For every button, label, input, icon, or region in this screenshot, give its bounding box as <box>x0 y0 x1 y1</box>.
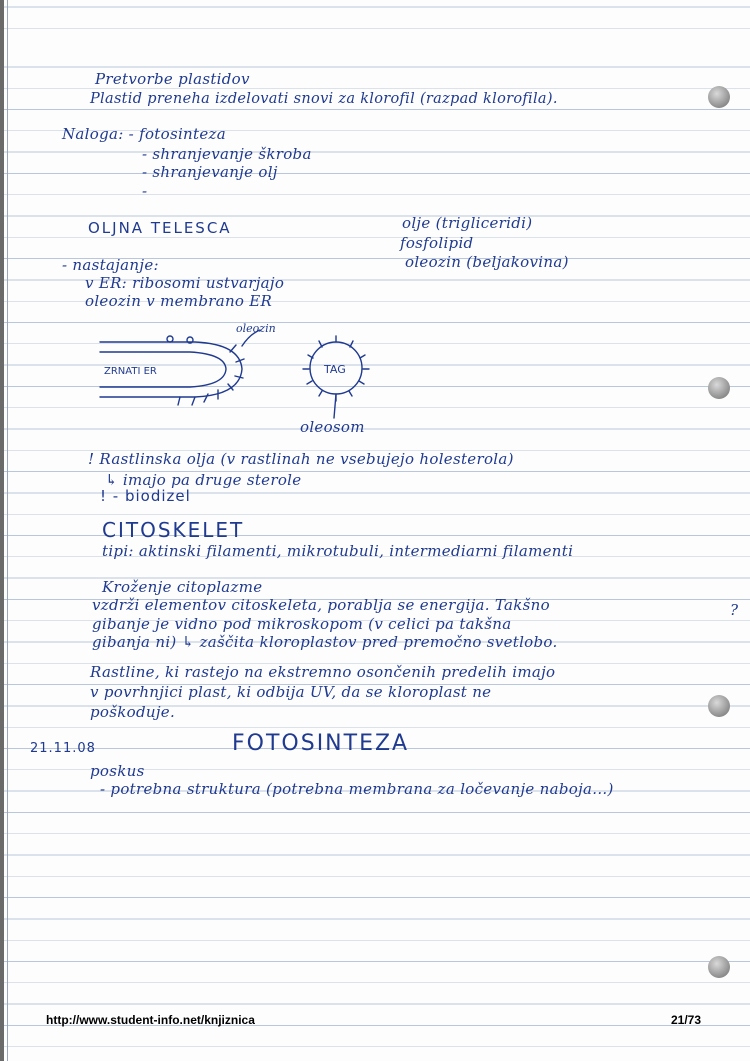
page-number: 21/73 <box>671 1013 702 1027</box>
note-line: olje (trigliceridi) <box>402 214 533 232</box>
note-line: ! Rastlinska olja (v rastlinah ne vsebujejo holesterola) <box>88 450 514 468</box>
note-line: Pretvorbe plastidov <box>95 70 250 88</box>
note-line: oleozin v membrano ER <box>85 292 273 310</box>
diagram-label-oleozin: oleozin <box>236 322 276 335</box>
diagram-label-oleosom: oleosom <box>300 418 365 436</box>
punch-hole-middle <box>708 377 730 399</box>
note-line: vzdrži elementov citoskeleta, porablja se energija. Takšno <box>92 596 550 614</box>
note-line: - <box>142 182 148 200</box>
note-line: gibanja ni) ↳ zaščita kloroplastov pred premočno svetlobo. <box>92 633 558 651</box>
note-line: ↳ imajo pa druge sterole <box>105 471 302 489</box>
punch-hole-top <box>708 86 730 108</box>
section-heading: OLJNA TELESCA <box>88 219 232 237</box>
note-line: v povrhnjici plast, ki odbija UV, da se kloroplast ne <box>90 683 492 701</box>
punch-hole-lower <box>708 695 730 717</box>
note-line: - shranjevanje olj <box>142 163 278 181</box>
section-heading: CITOSKELET <box>102 518 245 542</box>
note-line: - nastajanje: <box>62 256 159 274</box>
note-line: Rastline, ki rastejo na ekstremno osončenih predelih imajo <box>90 663 556 681</box>
margin-line <box>7 0 8 1061</box>
note-line: fosfolipid <box>400 234 474 252</box>
oleozin-marks <box>167 336 244 405</box>
note-line: Kroženje citoplazme <box>102 578 263 596</box>
note-line: gibanje je vidno pod mikroskopom (v celici pa takšna <box>92 615 512 633</box>
oil-body-diagram <box>90 322 380 422</box>
margin-question-mark: ? <box>730 601 739 619</box>
section-heading: FOTOSINTEZA <box>232 731 410 756</box>
note-line: Naloga: - fotosinteza <box>62 125 226 143</box>
note-line: poskus <box>90 762 145 780</box>
diagram-label-er: ZRNATI ER <box>104 366 157 377</box>
note-line: poškoduje. <box>90 703 176 721</box>
note-line: oleozin (beljakovina) <box>405 253 569 271</box>
note-line: ! - biodizel <box>100 487 191 505</box>
note-date: 21.11.08 <box>30 741 96 756</box>
punch-hole-bottom <box>708 956 730 978</box>
note-line: - potrebna struktura (potrebna membrana za ločevanje naboja...) <box>100 780 614 798</box>
diagram-label-tag: TAG <box>324 363 346 376</box>
footer-url[interactable]: http://www.student-info.net/knjiznica <box>46 1013 255 1027</box>
note-line: Plastid preneha izdelovati snovi za klorofil (razpad klorofila). <box>90 91 558 107</box>
note-line: - shranjevanje škroba <box>142 145 312 163</box>
note-line: v ER: ribosomi ustvarjajo <box>85 274 285 292</box>
note-line: tipi: aktinski filamenti, mikrotubuli, intermediarni filamenti <box>102 542 574 560</box>
oleosome-pointer <box>334 394 336 418</box>
page-left-edge <box>0 0 4 1061</box>
